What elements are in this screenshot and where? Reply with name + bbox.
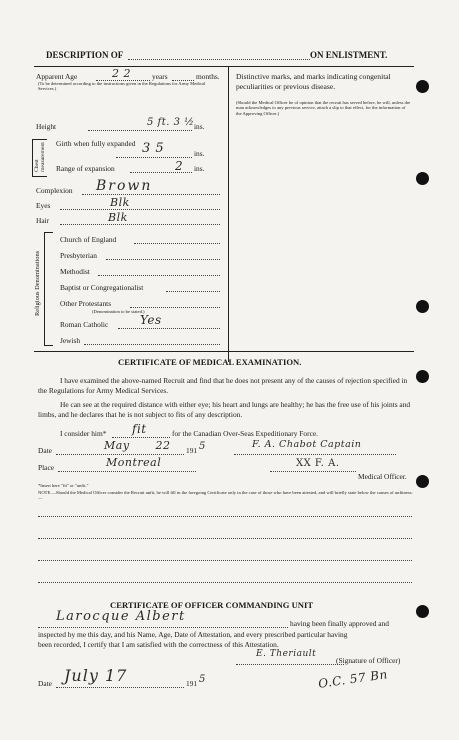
punch-hole-6 [416,605,429,618]
distinctive-title: Distinctive marks, and marks indicating congenital peculiarities or previous disease. [236,72,391,91]
commanding-para-line3: been recorded, I certify that I am satisfied with the correctness of this Attestation. [38,640,279,649]
years-label: years [152,72,168,81]
consider-blank [112,437,170,438]
commanding-date-value: July 17 [64,666,128,685]
header-rule [34,66,414,67]
height-label: Height [36,122,57,131]
officer-unit: XX F. A. [296,458,340,469]
height-value: 5 ft. 3 ½ [147,117,195,128]
religion-blank-0 [134,243,220,244]
expansion-label: Range of expansion [56,164,115,173]
officer-signature-blank [234,454,396,455]
hair-blank [60,224,220,225]
medical-para2: He can see at the required distance with either eye; his heart and lungs are healthy; he has the free use of his joints and limbs, and he declares that he is not subject to fits of any description. [38,400,411,419]
medical-year-value: 5 [199,441,206,452]
religion-blank-2 [98,275,220,276]
medical-date-blank [56,454,184,455]
eyes-blank [60,209,220,210]
commanding-name-blank [38,627,288,628]
hair-label: Hair [36,216,50,225]
hair-value: Blk [108,211,128,224]
commanding-name-suffix: having been finally approved and [290,619,389,628]
commanding-signature-blank [236,664,344,665]
medical-year-prefix: 191 [186,446,198,455]
commanding-signature: E. Theriault [256,649,317,659]
apparent-age-value: 2 2 [112,67,131,80]
commanding-date-blank [56,687,184,688]
medical-footnote: NOTE.—Should the Medical Officer consider the Recruit unfit, he will fill in the foregoing Certificate only in the case of those who have been attested, and will briefly state below the causes of unfitness:— [38,490,413,501]
medical-place-blank [58,471,196,472]
expansion-value: 2 [175,159,184,173]
consider-suffix: for the Canadian Over-Seas Expeditionary Force. [172,429,318,438]
complexion-value: Brown [96,178,153,194]
religion-blank-4 [130,307,220,308]
commanding-margin-note: O.C. 57 Bn [317,667,389,691]
religion-label-2: Methodist [60,267,90,276]
medical-title: CERTIFICATE OF MEDICAL EXAMINATION. [118,357,302,367]
religion-value-5: Yes [140,313,162,327]
unfitness-line-1 [38,516,412,517]
medical-date-value: May 22 [104,439,171,452]
punch-hole-3 [416,300,429,313]
height-blank [88,130,192,131]
girth-label: Girth when fully expanded [56,139,136,148]
punch-hole-4 [416,370,429,383]
age-note: (To be determined according to the instructions given in the Regulations for Army Medical Services.) [38,81,206,92]
distinctive-note: (Should the Medical Officer be of opinion that the recruit has served before, he will, unless the man acknowledges to any previous service, attach a slip to that effect, for the information of the Approving Officer.) [236,100,411,116]
height-unit: ins. [194,122,205,131]
months-label: months. [196,72,220,81]
expansion-blank [130,172,192,173]
religion-blank-1 [106,259,220,260]
commanding-date-label: Date [38,679,52,688]
medical-place-label: Place [38,463,55,472]
girth-unit: ins. [194,149,205,158]
unfitness-line-2 [38,538,412,539]
consider-prefix: I consider him* [60,429,107,438]
punch-hole-1 [416,80,429,93]
girth-value: 3 5 [142,141,165,156]
expansion-unit: ins. [194,164,205,173]
religion-side-label: Religious Denominations [34,250,41,316]
religion-label-6: Jewish [60,336,81,345]
consider-value: fit [132,422,147,436]
officer-signature: F. A. Chabot Captain [252,439,362,450]
medical-place-value: Montreal [106,456,162,469]
officer-unit-blank [270,471,356,472]
commanding-year-prefix: 191 [186,679,198,688]
insert-note: *Insert here "fit" or "unfit." [38,483,89,488]
religion-blank-3 [166,291,220,292]
unfitness-line-4 [38,582,412,583]
religion-bracket [44,232,53,346]
header-title-left: DESCRIPTION OF [46,50,124,60]
religion-label-4: Other Protestants [60,299,112,308]
unfitness-line-3 [38,560,412,561]
commanding-para-line2: inspected by me this day, and his Name, Age, Date of Attestation, and every prescribed particular having [38,630,348,639]
medical-officer-label: Medical Officer. [358,472,407,481]
commanding-name-value: Larocque Albert [56,609,186,624]
punch-hole-2 [416,172,429,185]
section-rule-1 [34,351,414,352]
chest-label: Chest measurement [34,142,46,172]
religion-label-1: Presbyterian [60,251,97,260]
complexion-blank [82,194,220,195]
complexion-label: Complexion [36,186,73,195]
header-title-right: ON ENLISTMENT. [310,50,388,60]
eyes-label: Eyes [36,201,51,210]
apparent-age-label: Apparent Age [36,72,78,81]
religion-blank-6 [84,344,220,345]
medical-date-label: Date [38,446,52,455]
denomination-note: (Denomination to be stated.) [92,309,145,314]
commanding-year-value: 5 [199,674,206,685]
religion-label-3: Baptist or Congregationalist [60,283,144,292]
header-blank [128,59,310,60]
girth-blank [116,157,192,158]
commanding-title: CERTIFICATE OF OFFICER COMMANDING UNIT [110,600,314,610]
religion-label-0: Church of England [60,235,117,244]
commanding-signature-label: (Signature of Officer) [336,656,401,665]
medical-para1: I have examined the above-named Recruit and find that he does not present any of the causes of rejection specified in the Regulations for Army Medical Services. [38,376,408,395]
religion-label-5: Roman Catholic [60,320,109,329]
punch-hole-5 [416,475,429,488]
eyes-value: Blk [110,196,130,209]
religion-blank-5 [118,328,220,329]
column-divider [228,66,229,362]
